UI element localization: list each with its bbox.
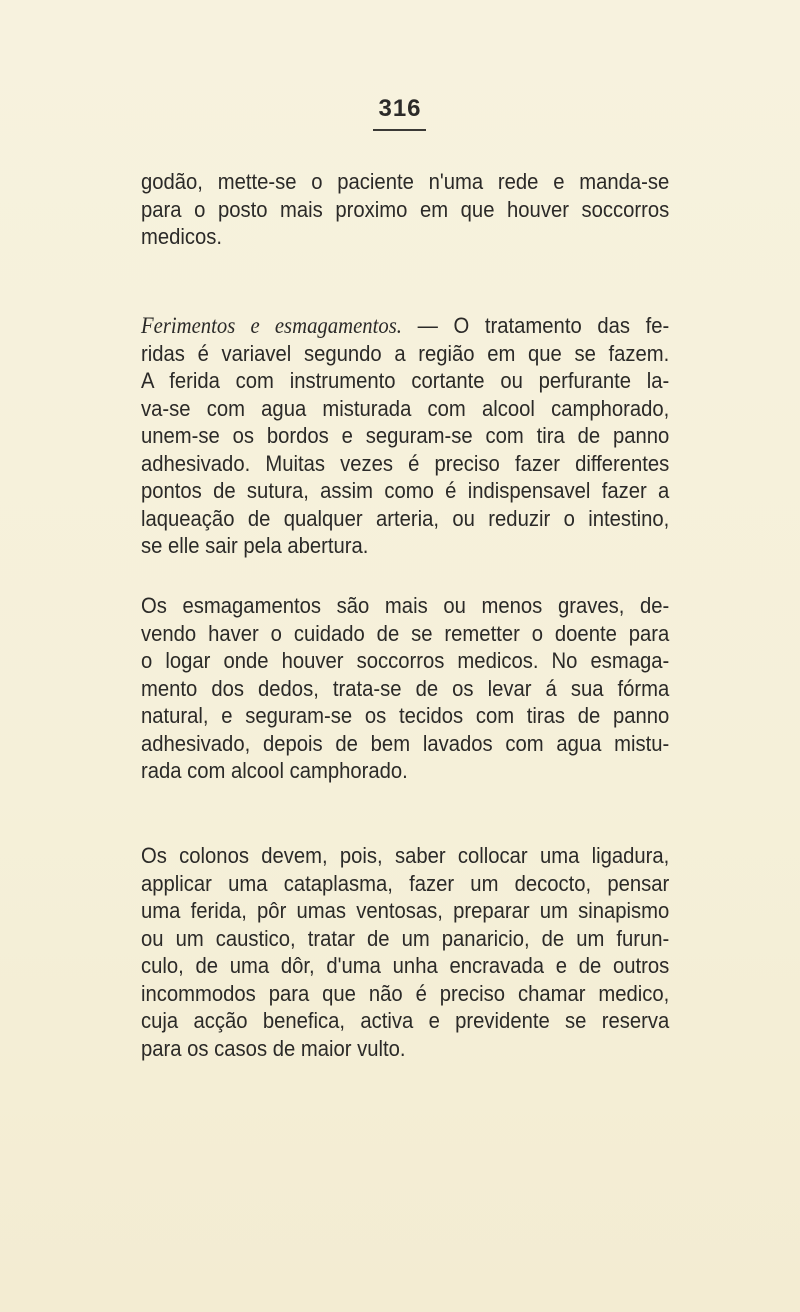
text-line: para o posto mais proximo em que houver soccorros xyxy=(141,196,670,222)
text-line: cuja acção benefica, activa e previdente se reserva xyxy=(141,1008,670,1033)
text-line: rada com alcool camphorado. xyxy=(141,758,408,783)
text-line: uma ferida, pôr umas ventosas, preparar um sinapismo xyxy=(141,898,670,923)
text-line: natural, e seguram-se os tecidos com tiras de panno xyxy=(141,703,670,728)
paragraph-ferimentos xyxy=(141,312,669,560)
page-number-rule xyxy=(373,129,426,131)
text-line: godão, mette-se o paciente n'uma rede e manda-se xyxy=(141,169,670,194)
text-line: se elle sair pela abertura. xyxy=(141,533,369,558)
text-line: o logar onde houver soccorros medicos. No esmaga- xyxy=(141,648,670,673)
text-line: va-se com agua misturada com alcool camphorado, xyxy=(141,395,670,421)
text-line: incommodos para que não é preciso chamar medico, xyxy=(141,980,670,1006)
text-line: A ferida com instrumento cortante ou perfurante la- xyxy=(141,368,670,393)
text-line: pontos de sutura, assim como é indispensavel fazer a xyxy=(141,478,670,503)
paragraph-colonos xyxy=(141,842,669,1062)
text-line: adhesivado. Muitas vezes é preciso fazer differentes xyxy=(141,450,670,476)
text-line-rest: — O tratamento das fe- xyxy=(401,313,670,338)
text-line: unem-se os bordos e seguram-se com tira de panno xyxy=(141,423,670,448)
text-line: culo, de uma dôr, d'uma unha encravada e de outros xyxy=(141,953,670,978)
text-line: Os colonos devem, pois, saber collocar uma ligadura, xyxy=(141,843,670,868)
page-number: 316 xyxy=(378,95,422,122)
text-line xyxy=(141,312,669,340)
section-heading: Ferimentos e esmagamentos. xyxy=(141,313,402,338)
text-line: medicos. xyxy=(141,224,223,249)
text-line: applicar uma cataplasma, fazer um decocto, pensar xyxy=(141,870,670,896)
text-line: laqueação de qualquer arteria, ou reduzir o intestino, xyxy=(141,505,670,531)
text-line: Os esmagamentos são mais ou menos graves, de- xyxy=(141,593,670,618)
text-line: ridas é variavel segundo a região em que se fazem. xyxy=(141,340,670,366)
text-line: para os casos de maior vulto. xyxy=(141,1035,406,1061)
text-line: vendo haver o cuidado de se remetter o doente para xyxy=(141,620,670,646)
paragraph-continuation xyxy=(141,168,669,251)
text-line: ou um caustico, tratar de um panaricio, de um furun- xyxy=(141,925,670,951)
paragraph-esmagamentos xyxy=(141,592,669,785)
text-line: adhesivado, depois de bem lavados com agua mistu- xyxy=(141,730,670,756)
text-line: mento dos dedos, trata-se de os levar á sua fórma xyxy=(141,675,670,701)
